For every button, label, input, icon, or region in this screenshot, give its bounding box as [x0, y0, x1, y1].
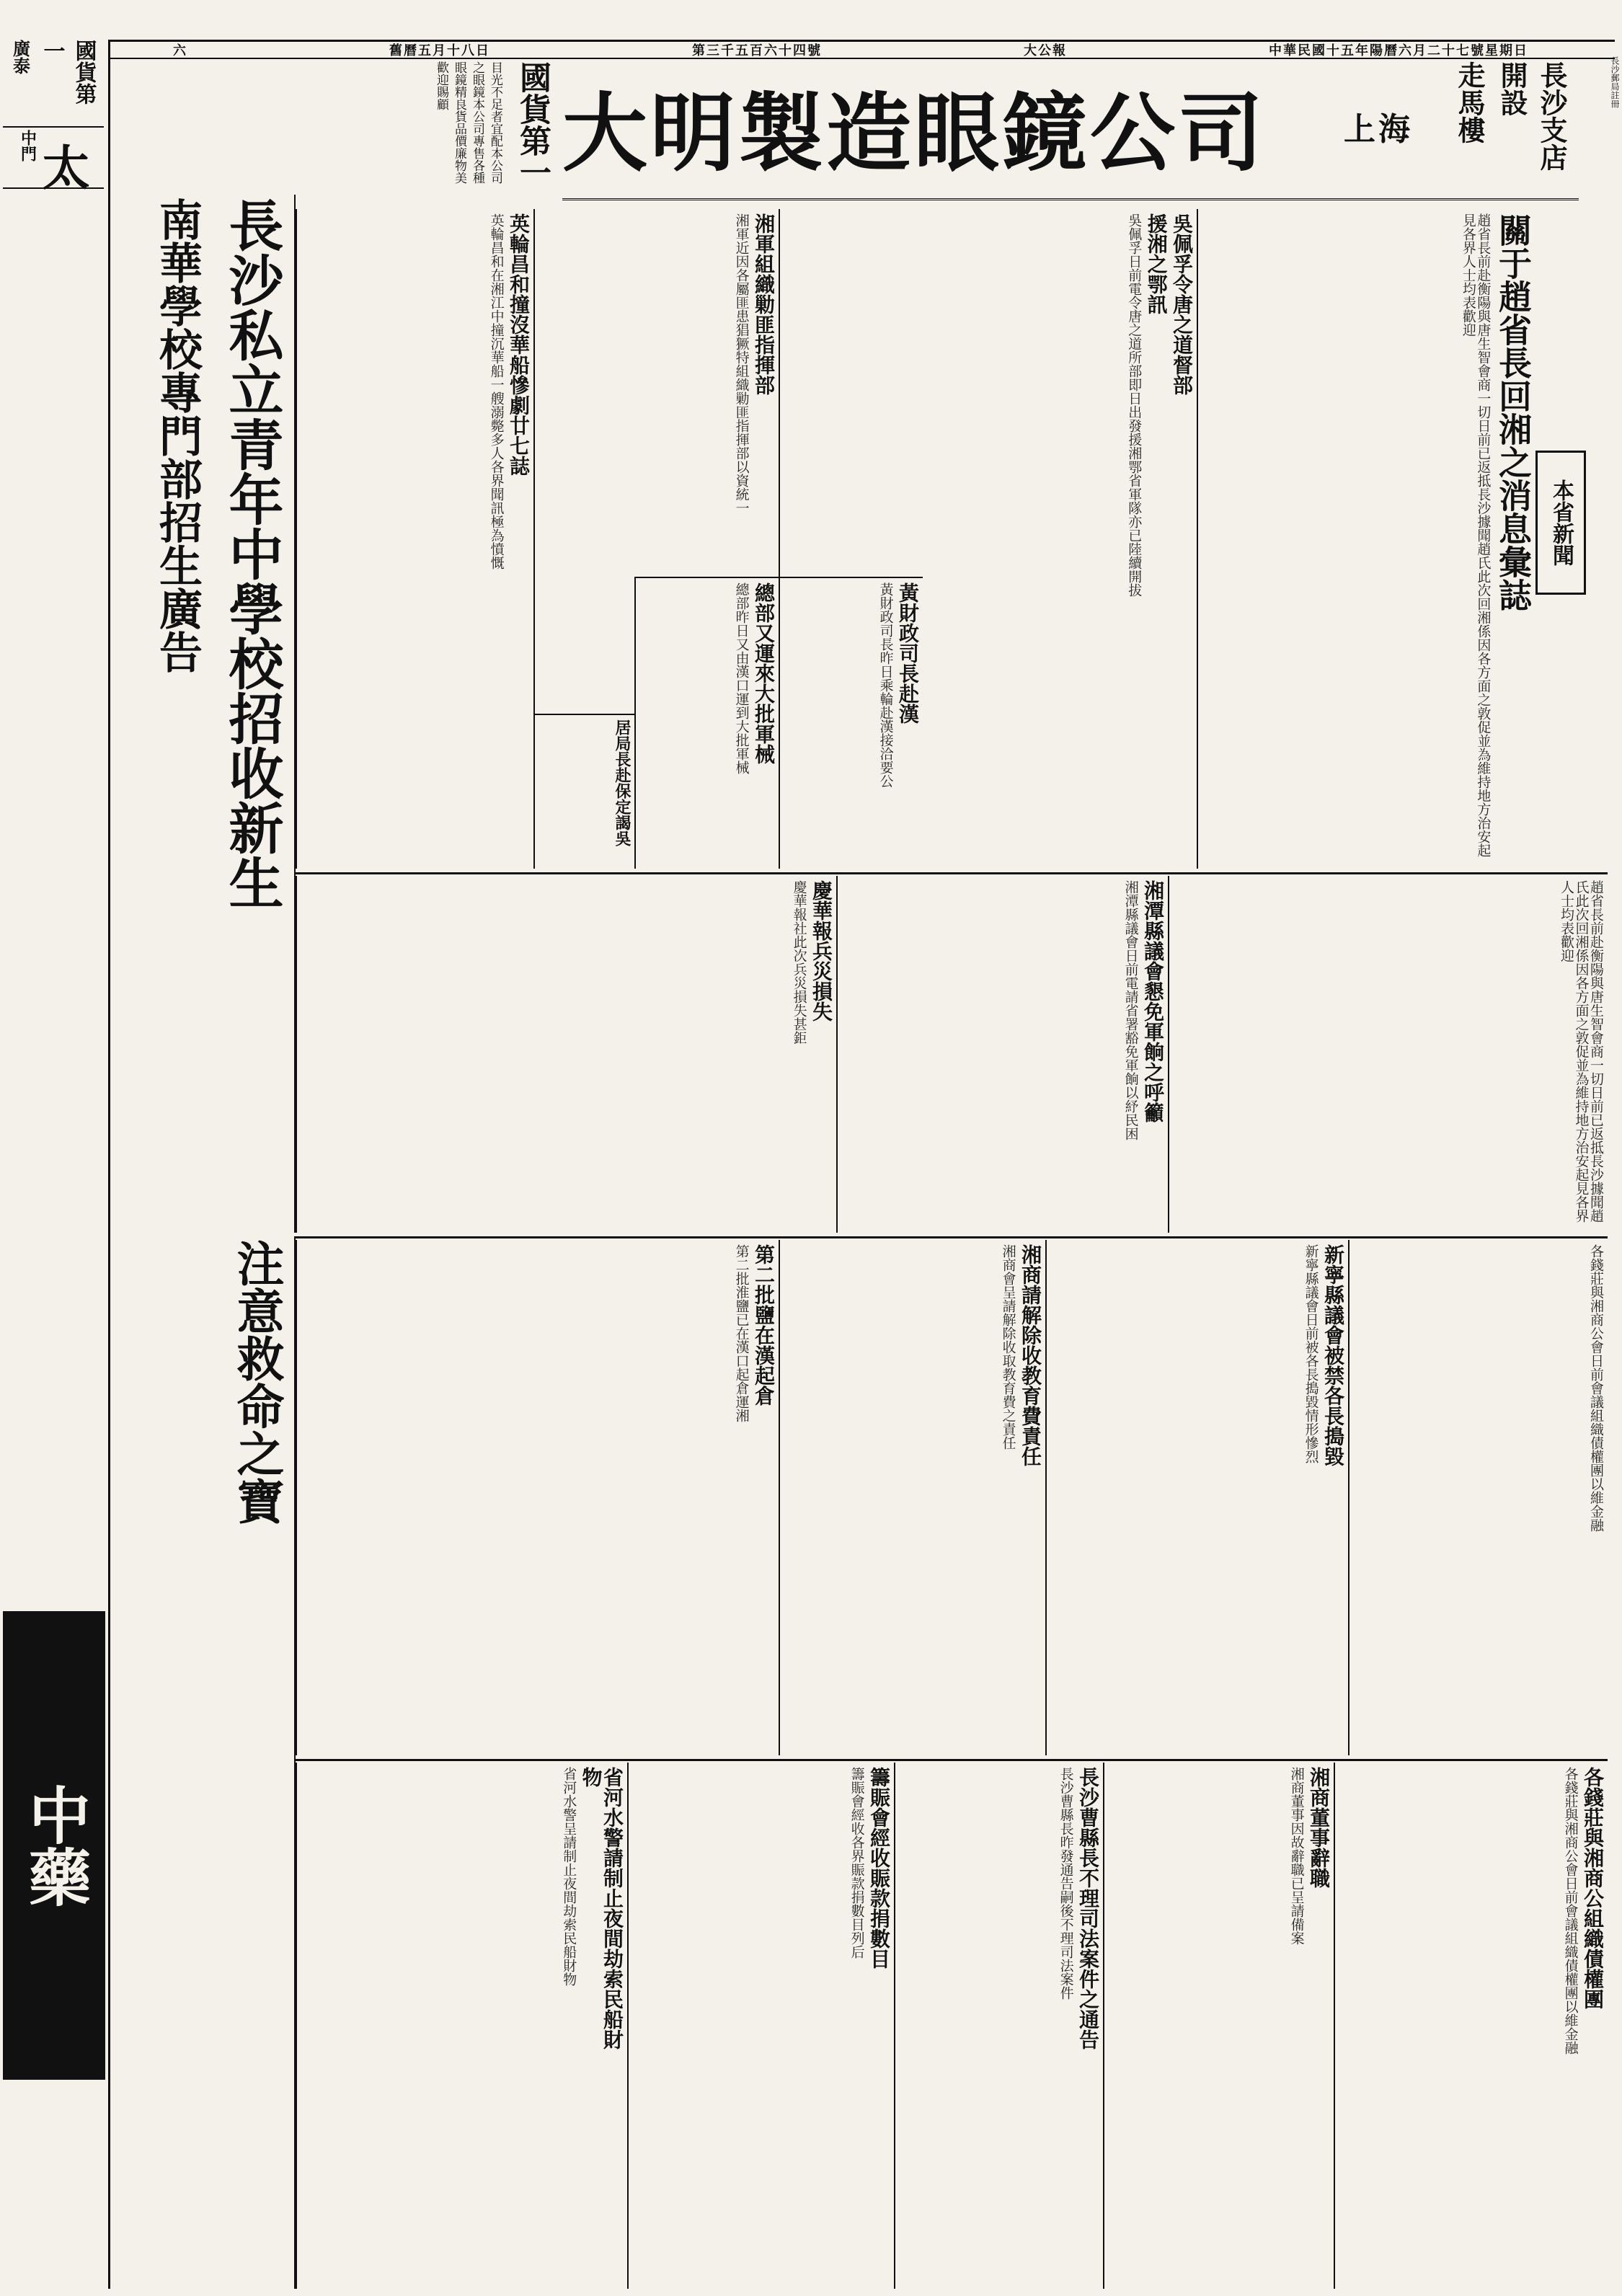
section-header-box [1535, 451, 1586, 595]
medicine-block-ad [3, 1611, 105, 2080]
article-body: 吳佩孚日前電令唐之道所部即日出發援湘鄂省軍隊亦已陸續開拔 [1126, 213, 1143, 597]
article-body: 長沙曹縣長昨發通告嗣後不理司法案件 [1058, 1767, 1074, 2000]
article [533, 714, 634, 869]
school-recruitment-ad [108, 195, 296, 1233]
article [779, 577, 923, 869]
banner-side-line: 走馬樓 [1453, 61, 1486, 143]
article-body: 新寧縣議會日前被各長搗毀情形慘烈 [1303, 1244, 1319, 1463]
left-ad-text: 國貨第一 [39, 40, 97, 105]
left-ad-big-char: 太 [42, 140, 90, 196]
article-headline: 籌賑會經收賑款捐數目 [867, 1767, 891, 1969]
article-headline: 湘商董事辭職 [1307, 1767, 1331, 1888]
left-margin-ads [0, 40, 110, 2289]
article-headline: 新寧縣議會被禁各長搗毀 [1321, 1244, 1345, 1466]
article-headline: 湘潭縣議會懇免軍餉之呼籲 [1141, 880, 1165, 1122]
school-ad-subheadline: 南華學校專門部招生廣告 [152, 198, 203, 673]
article-headline: 第二批鹽在漢起倉 [752, 1244, 776, 1406]
article-headline: 省河水警請制止夜間劫索民船財物 [579, 1767, 624, 2049]
article [1197, 209, 1535, 869]
masthead [173, 40, 1528, 58]
lunar-date: 舊曆五月十八日 [389, 43, 490, 58]
article [836, 876, 1168, 1233]
article-headline: 吳佩孚令唐之道督部 [1170, 213, 1194, 395]
article-headline: 黃財政司長赴漢 [896, 582, 920, 724]
article [1168, 876, 1608, 1233]
article [296, 1763, 627, 2289]
article-headline: 湘軍組織勦匪指揮部 [752, 213, 776, 395]
left-ad-text: 廣泰 [9, 40, 31, 74]
school-ad-headline: 長沙私立青年中學校招收新生 [220, 198, 284, 910]
postal-registration-label: 長沙郵局註冊 [1610, 56, 1620, 108]
article [894, 1763, 1103, 2289]
article [779, 1240, 1045, 1755]
article-body: 慶華報社此次兵災損失甚鉅 [791, 880, 807, 1045]
article [296, 209, 533, 869]
section-header: 本省新聞 [1548, 479, 1574, 566]
article-headline: 長沙曹縣長不理司法案件之通告 [1076, 1767, 1100, 2049]
issue-number: 第三千五百六十四號 [692, 43, 822, 58]
left-ad-box [3, 40, 104, 128]
article [1348, 1240, 1608, 1755]
medicine-ad [108, 1236, 296, 2289]
article-subheadline: 援湘之鄂訊 [1144, 213, 1169, 314]
article-headline: 總部又運來大批軍械 [752, 582, 776, 764]
eyeglass-small-ad [296, 61, 555, 198]
article-body: 英輪昌和在湘江中撞沉華船一艘溺斃多人各界聞訊極為憤慨 [488, 213, 505, 569]
article-body: 趙省長前赴衡陽與唐生智會商一切日前已返抵長沙據聞趙氏此次回湘係因各方面之敦促並為維持地方治安起見各界人士均表歡迎 [1558, 880, 1604, 1223]
article [296, 1240, 779, 1755]
banner-side-text [1420, 61, 1572, 191]
article-body: 各錢莊與湘商公會日前會議組織債權團以維金融 [1588, 1244, 1604, 1532]
article-body: 省河水警呈請制止夜間劫索民船財物 [561, 1767, 577, 1986]
article-body: 湘軍近因各屬匪患猖獗特組織勦匪指揮部以資統一 [733, 213, 750, 515]
left-ad-box [3, 130, 104, 196]
article [634, 577, 779, 869]
article-body: 第二批淮鹽已在漢口起倉運湘 [733, 1244, 750, 1422]
article [627, 1763, 894, 2289]
article-body: 黃財政司長昨日乘輪赴漢接洽要公 [877, 582, 894, 788]
article-headline: 居局長赴保定謁吳 [613, 719, 631, 846]
article-headline: 慶華報兵災損失 [810, 880, 833, 1021]
medicine-ad-headline: 注意救命之寶 [229, 1239, 285, 1525]
banner-title [562, 61, 1413, 191]
date-line: 中華民國十五年陽曆六月二十七號星期日 [1269, 43, 1528, 58]
edition-number: 六 [173, 43, 187, 58]
band-rule [296, 1236, 1608, 1238]
article-body: 湘潭縣議會日前電請省署豁免軍餉以紓民困 [1122, 880, 1139, 1140]
banner-title-text: 大明製造眼鏡公司 [562, 83, 1267, 183]
article [296, 876, 836, 1233]
article-body: 籌賑會經收各界賑款捐數目列后 [848, 1767, 865, 1959]
article [1334, 1763, 1608, 2289]
left-ad-text: 中門 [18, 130, 37, 161]
article [1103, 1763, 1334, 2289]
banner-side-line: 長沙支店開設 [1496, 61, 1568, 171]
small-ad-text: 目光不足者宜配本公司之眼鏡本公司專售各種眼鏡精良貨品價廉物美歡迎賜顧 [434, 61, 502, 184]
medicine-block-text: 中藥 [18, 1783, 91, 1907]
article-headline: 湘商請解除收教育費責任 [1019, 1244, 1042, 1466]
article-body: 湘商會呈請解除收取教育費之責任 [1000, 1244, 1016, 1450]
article-headline: 關于趙省長回湘之消息彙誌 [1494, 213, 1533, 611]
article-headline: 英輪昌和撞沒華船慘劇廿七誌 [507, 213, 531, 476]
paper-name: 大公報 [1024, 43, 1067, 58]
article [1045, 1240, 1348, 1755]
article-body: 總部昨日又由漢口運到大批軍械 [733, 582, 750, 774]
article-body: 趙省長前赴衡陽與唐生智會商一切日前已返抵長沙據聞趙氏此次回湘係因各方面之敦促並為維持地方治安起見各界人士均表歡迎 [1460, 213, 1492, 857]
band-rule [296, 1759, 1608, 1761]
article-body: 湘商董事因故辭職已呈請備案 [1288, 1767, 1305, 1945]
band-rule [296, 872, 1608, 874]
article-headline: 各錢莊與湘商公組織債權團 [1581, 1767, 1605, 2009]
small-ad-headline: 國貨第一 [514, 61, 551, 188]
banner-prefix: 上海 [1344, 111, 1413, 148]
optical-company-banner [562, 61, 1579, 200]
article-body: 各錢莊與湘商公會日前會議組織債權團以維金融 [1562, 1767, 1579, 2055]
